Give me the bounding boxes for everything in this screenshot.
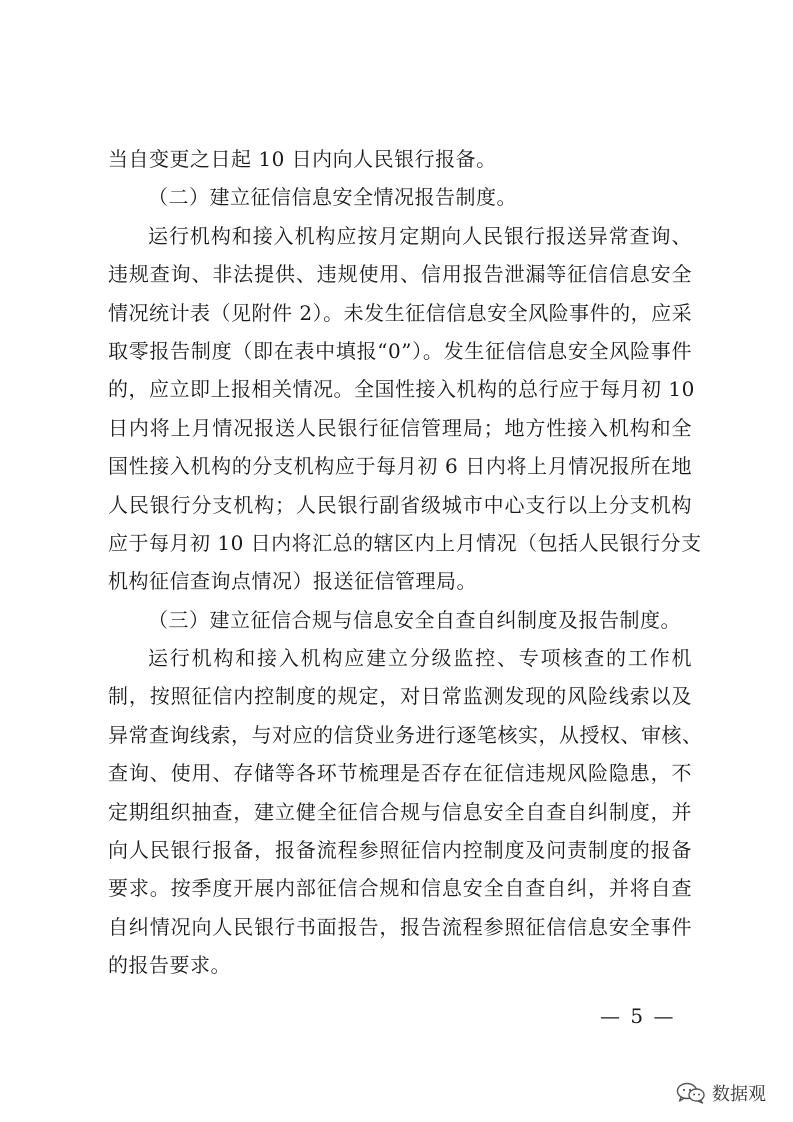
text-line: 运行机构和接入机构应按月定期向人民银行报送异常查询、 [148,223,692,248]
text-line: 向人民银行报备，报备流程参照征信内控制度及问责制度的报备 [108,838,692,863]
wechat-watermark [676,1080,766,1106]
text-line: （三）建立征信合规与信息安全自查自纠制度及报告制度。 [148,607,681,632]
text-line: 当自变更之日起 10 日内向人民银行报备。 [108,147,497,171]
wechat-icon [676,1082,706,1104]
text-line: 制，按照征信内控制度的规定，对日常监测发现的风险线索以及 [108,684,692,709]
text-line: 异常查询线索，与对应的信贷业务进行逐笔核实，从授权、审核、 [108,722,703,747]
document-body [108,140,703,985]
text-line: 人民银行分支机构；人民银行副省级城市中心支行以上分支机构 [108,492,692,517]
text-line: 运行机构和接入机构应建立分级监控、专项核查的工作机 [148,646,692,671]
text-line: 国性接入机构的分支机构应于每月初 6 日内将上月情况报所在地 [108,454,692,479]
text-line: 应于每月初 10 日内将汇总的辖区内上月情况（包括人民银行分支 [108,530,702,555]
text-line: 的报告要求。 [108,953,231,978]
page-number: — 5 — [600,1004,676,1028]
text-line: 定期组织抽查，建立健全征信合规与信息安全自查自纠制度，并 [108,799,692,824]
text-line: （二）建立征信信息安全情况报告制度。 [148,185,517,210]
text-line: 取零报告制度（即在表中填报“0”）。发生征信信息安全风险事件 [108,338,692,363]
text-line: 日内将上月情况报送人民银行征信管理局；地方性接入机构和全 [108,415,692,440]
text-line: 查询、使用、存储等各环节梳理是否存在征信违规风险隐患，不 [108,761,692,786]
text-line: 的，应立即上报相关情况。全国性接入机构的总行应于每月初 10 [108,377,695,402]
text-line: 情况统计表（见附件 2）。未发生征信信息安全风险事件的，应采 [108,300,693,325]
text-line: 自纠情况向人民银行书面报告，报告流程参照征信信息安全事件 [108,914,692,939]
watermark-label: 数据观 [712,1084,766,1105]
text-line: 机构征信查询点情况）报送征信管理局。 [108,569,477,594]
text-line: 要求。按季度开展内部征信合规和信息安全自查自纠，并将自查 [108,876,692,901]
text-line: 违规查询、非法提供、违规使用、信用报告泄漏等征信信息安全 [108,262,692,287]
